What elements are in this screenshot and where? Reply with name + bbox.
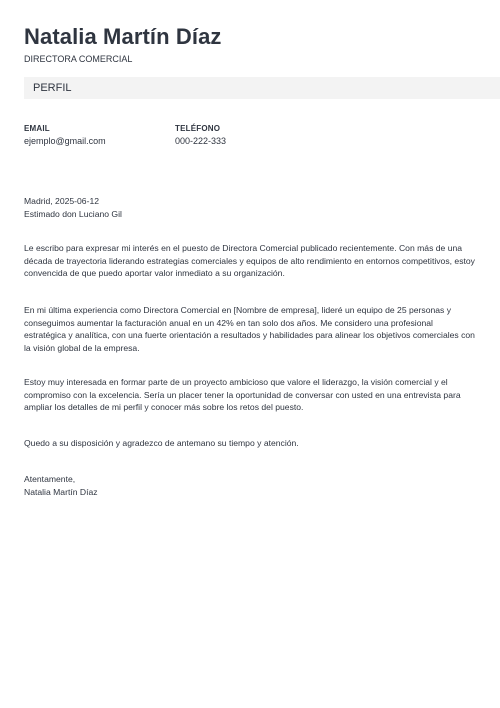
- letter-signature-name: Natalia Martín Díaz: [24, 486, 98, 497]
- letter-closing: Atentamente,: [24, 474, 76, 484]
- letter-place-date: Madrid, 2025-06-12: [24, 196, 100, 206]
- email-value: ejemplo@gmail.com: [24, 136, 106, 146]
- letter-paragraph-1: [24, 242, 476, 280]
- applicant-name: Natalia Martín Díaz: [24, 24, 222, 49]
- phone-contact: [175, 124, 226, 146]
- letter-closing-block: [24, 473, 476, 498]
- letter-header-block: [24, 195, 476, 220]
- profile-section-title: PERFIL: [33, 82, 72, 94]
- applicant-job-title: DIRECTORA COMERCIAL: [24, 54, 133, 64]
- letter-paragraph-3: [24, 376, 476, 414]
- phone-value: 000-222-333: [175, 136, 227, 146]
- letter-paragraph-2: [24, 304, 476, 354]
- email-label: EMAIL: [24, 124, 50, 133]
- paragraph-text: En mi última experiencia como Directora Comercial en [Nombre de empresa], lideré un equipo de 25 personas y conseguimos aumentar la facturación anual en un 42% en tan solo dos años. Me considero una profesional estratégica y analítica, con una fuerte orientación a resultados y habilidades para alinear los objetivos comerciales con la visión global de la empresa.: [24, 305, 475, 353]
- email-contact: [24, 124, 106, 146]
- letter-paragraph-4: [24, 437, 476, 450]
- profile-section-header: [24, 77, 500, 99]
- paragraph-text: Quedo a su disposición y agradezco de antemano su tiempo y atención.: [24, 438, 299, 448]
- paragraph-text: Le escribo para expresar mi interés en el puesto de Directora Comercial publicado recientemente. Con más de una década de trayectoria liderando estrategias comerciales y equipos de alto rendimiento en entornos competitivos, estoy convencida de que puedo aportar valor inmediato a su organización.: [24, 243, 475, 279]
- letter-salutation: Estimado don Luciano Gil: [24, 208, 122, 219]
- phone-label: TELÉFONO: [175, 124, 221, 133]
- paragraph-text: Estoy muy interesada en formar parte de un proyecto ambicioso que valore el liderazgo, la visión comercial y el compromiso con la excelencia. Sería un placer tener la oportunidad de conversar con usted en una entrevista para ampliar los detalles de mi perfil y conocer más sobre los retos del puesto.: [24, 377, 461, 413]
